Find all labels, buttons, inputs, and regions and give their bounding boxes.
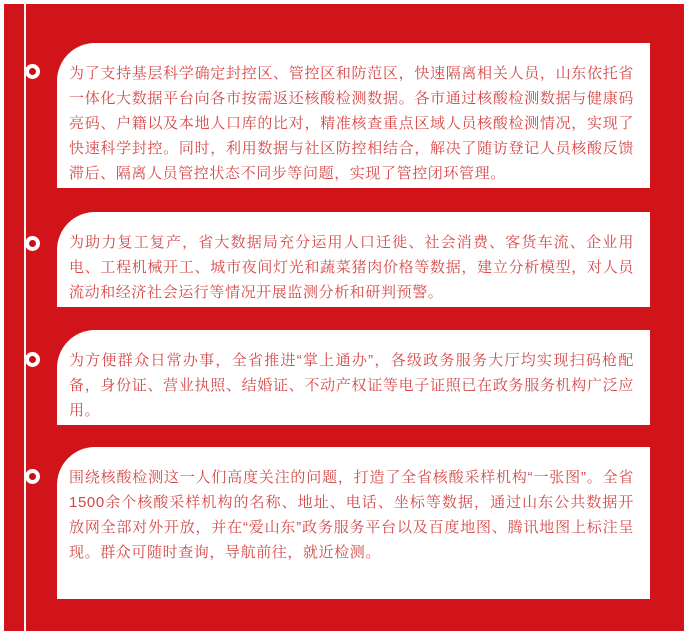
info-card-2 — [57, 212, 650, 307]
timeline-line — [24, 4, 26, 631]
card-paragraph: 围绕核酸检测这一人们高度关注的问题，打造了全省核酸采样机构“一张图”。全省1500余个核酸采样机构的名称、地址、电话、坐标等数据，通过山东公共数据开放网全部对外开放，并在“爱山东”政务服务平台以及百度地图、腾讯地图上标注呈现。群众可随时查询，导航前往，就近检测。 — [69, 469, 634, 561]
card-paragraph: 为方便群众日常办事，全省推进“掌上通办”，各级政务服务大厅均实现扫码枪配备，身份证、营业执照、结婚证、不动产权证等电子证照已在政务服务机构广泛应用。 — [69, 352, 634, 419]
timeline-bullet-icon — [25, 469, 40, 484]
card-paragraph: 为了支持基层科学确定封控区、管控区和防范区，快速隔离相关人员，山东依托省一体化大数据平台向各市按需返还核酸检测数据。各市通过核酸检测数据与健康码亮码、户籍以及本地人口库的比对，精准核查重点区域人员核酸检测情况，实现了快速科学封控。同时，利用数据与社区防控相结合，解决了随访登记人员核酸反馈滞后、隔离人员管控状态不同步等问题，实现了管控闭环管理。 — [69, 65, 634, 182]
info-card-3 — [57, 330, 650, 425]
red-background-panel — [4, 4, 684, 631]
info-card-1 — [57, 43, 650, 188]
timeline-bullet-icon — [25, 352, 40, 367]
timeline-bullet-icon — [25, 236, 40, 251]
card-paragraph: 为助力复工复产，省大数据局充分运用人口迁徙、社会消费、客货车流、企业用电、工程机械开工、城市夜间灯光和蔬菜猪肉价格等数据，建立分析模型，对人员流动和经济社会运行等情况开展监测分析和研判预警。 — [69, 234, 634, 301]
timeline-bullet-icon — [25, 64, 40, 79]
info-card-4 — [57, 447, 650, 599]
